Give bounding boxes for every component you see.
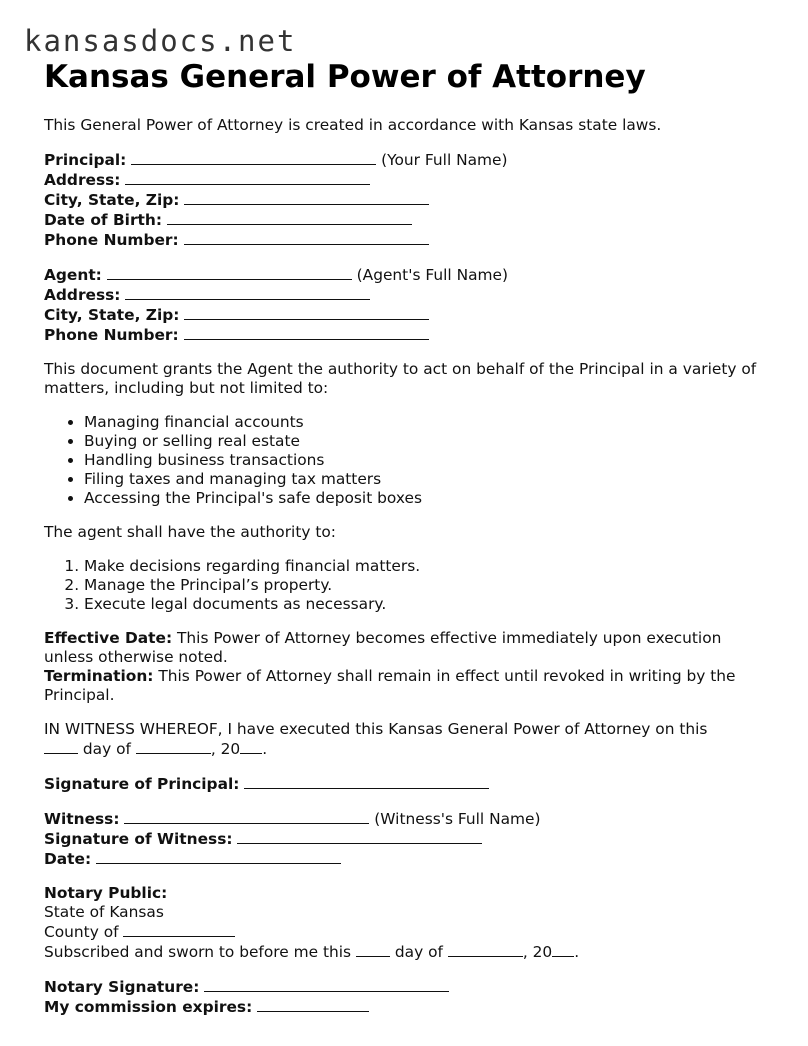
notary-day-word: day of: [394, 943, 443, 961]
effective-date-text: This Power of Attorney becomes effective immediately upon execution unless otherwise noted.: [44, 629, 722, 666]
principal-signature-field[interactable]: [244, 774, 489, 789]
notary-state: State of Kansas: [44, 903, 164, 921]
agent-name-hint: (Agent's Full Name): [356, 266, 508, 284]
principal-name-field[interactable]: [131, 150, 376, 165]
effective-date-paragraph: [44, 629, 774, 667]
witness-date-line: [44, 849, 774, 869]
effective-date-label: Effective Date:: [44, 629, 173, 647]
agent-name-label: Agent:: [44, 266, 102, 284]
notary-end: .: [574, 943, 580, 961]
principal-dob-label: Date of Birth:: [44, 211, 163, 229]
witness-date-field[interactable]: [96, 849, 341, 864]
principal-city-line: [44, 190, 774, 210]
principal-address-line: [44, 170, 774, 190]
list-item: 3. Execute legal documents as necessary.: [84, 595, 774, 614]
execution-month-field[interactable]: [136, 739, 211, 754]
witness-signature-label: Signature of Witness:: [44, 830, 233, 848]
agent-phone-label: Phone Number:: [44, 326, 179, 344]
execution-day-field[interactable]: [44, 739, 78, 754]
principal-phone-field[interactable]: [184, 230, 429, 245]
notary-signature-field[interactable]: [204, 977, 449, 992]
agent-city-field[interactable]: [184, 305, 429, 320]
execution-day-word: day of: [82, 740, 131, 758]
agent-address-line: [44, 285, 774, 305]
document-page: [44, 56, 774, 1017]
witness-whereof-text: IN WITNESS WHEREOF, I have executed this Kansas General Power of Attorney on this: [44, 720, 708, 738]
principal-phone-label: Phone Number:: [44, 231, 179, 249]
notary-year-prefix: , 20: [522, 943, 553, 961]
list-item: • Filing taxes and managing tax matters: [84, 470, 774, 489]
authority-intro: The agent shall have the authority to:: [44, 523, 336, 541]
list-item: • Handling business transactions: [84, 451, 774, 470]
principal-address-field[interactable]: [125, 170, 370, 185]
termination-label: Termination:: [44, 667, 154, 685]
notary-sworn-line: [44, 942, 774, 962]
principal-address-label: Address:: [44, 171, 121, 189]
commission-field[interactable]: [257, 997, 369, 1012]
execution-year-prefix: , 20: [210, 740, 241, 758]
principal-name-hint: (Your Full Name): [381, 151, 508, 169]
notary-section: [44, 884, 774, 962]
witness-whereof-section: [44, 720, 774, 759]
execution-date-line: [44, 739, 774, 759]
agent-name-field[interactable]: [107, 265, 352, 280]
notary-signature-line: [44, 977, 774, 997]
agent-phone-field[interactable]: [184, 325, 429, 340]
agent-phone-line: [44, 325, 774, 345]
notary-signature-label: Notary Signature:: [44, 978, 200, 996]
notary-day-field[interactable]: [356, 942, 390, 957]
termination-paragraph: [44, 667, 774, 705]
notary-county-label: County of: [44, 923, 119, 941]
notary-signature-section: [44, 977, 774, 1017]
list-item: 2. Manage the Principal’s property.: [84, 576, 774, 595]
witness-signature-line: [44, 829, 774, 849]
principal-dob-field[interactable]: [167, 210, 412, 225]
terms-section: [44, 629, 774, 705]
list-item: • Buying or selling real estate: [84, 432, 774, 451]
witness-signature-field[interactable]: [237, 829, 482, 844]
authorities-list: [44, 557, 774, 614]
notary-month-field[interactable]: [448, 942, 523, 957]
principal-name-line: [44, 150, 774, 170]
principal-dob-line: [44, 210, 774, 230]
principal-section: [44, 150, 774, 250]
principal-city-label: City, State, Zip:: [44, 191, 180, 209]
agent-name-line: [44, 265, 774, 285]
agent-address-field[interactable]: [125, 285, 370, 300]
document-title: Kansas General Power of Attorney: [44, 59, 646, 95]
witness-name-label: Witness:: [44, 810, 120, 828]
agent-city-label: City, State, Zip:: [44, 306, 180, 324]
principal-name-label: Principal:: [44, 151, 127, 169]
principal-city-field[interactable]: [184, 190, 429, 205]
list-item: 1. Make decisions regarding financial matters.: [84, 557, 774, 576]
notary-heading: Notary Public:: [44, 884, 168, 902]
principal-signature-label: Signature of Principal:: [44, 775, 240, 793]
agent-city-line: [44, 305, 774, 325]
site-watermark: kansasdocs.net: [24, 24, 297, 58]
grant-paragraph: This document grants the Agent the authority to act on behalf of the Principal in a variety of matters, including but not limited to:: [44, 360, 757, 397]
notary-sworn-text: Subscribed and sworn to before me this: [44, 943, 352, 961]
commission-label: My commission expires:: [44, 998, 253, 1016]
matters-list: [44, 413, 774, 508]
agent-section: [44, 265, 774, 345]
witness-name-field[interactable]: [124, 809, 369, 824]
witness-name-hint: (Witness's Full Name): [374, 810, 541, 828]
witness-section: [44, 809, 774, 869]
notary-county-field[interactable]: [123, 922, 235, 937]
list-item: • Managing financial accounts: [84, 413, 774, 432]
witness-date-label: Date:: [44, 850, 92, 868]
agent-address-label: Address:: [44, 286, 121, 304]
notary-year-field[interactable]: [552, 942, 574, 957]
execution-year-field[interactable]: [240, 739, 262, 754]
commission-line: [44, 997, 774, 1017]
intro-paragraph: This General Power of Attorney is created in accordance with Kansas state laws.: [44, 116, 662, 134]
witness-name-line: [44, 809, 774, 829]
principal-phone-line: [44, 230, 774, 250]
notary-county-line: [44, 922, 774, 942]
list-item: • Accessing the Principal's safe deposit boxes: [84, 489, 774, 508]
execution-end: .: [262, 740, 268, 758]
termination-text: This Power of Attorney shall remain in effect until revoked in writing by the Principal.: [44, 667, 736, 704]
principal-signature-line: [44, 774, 774, 794]
